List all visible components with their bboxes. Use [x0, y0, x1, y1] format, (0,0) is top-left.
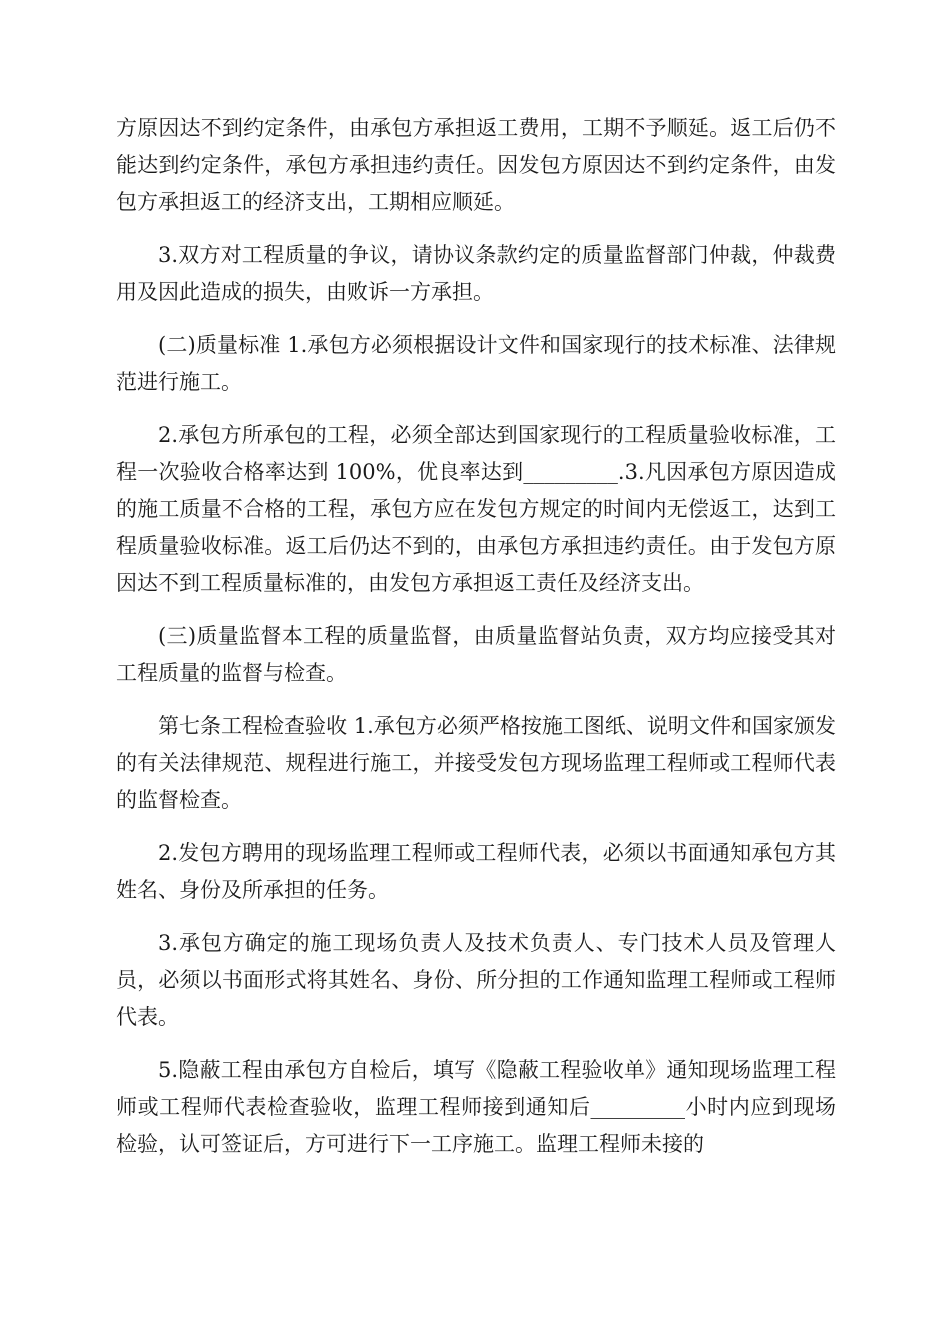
paragraph-article-seven: 第七条工程检查验收 1.承包方必须严格按施工图纸、说明文件和国家颁发的有关法律规范、规程进行施工，并接受发包方现场监理工程师或工程师代表的监督检查。	[116, 714, 836, 812]
paragraph-acceptance-standard: 2.承包方所承包的工程，必须全部达到国家现行的工程质量验收标准，工程一次验收合格率达到 100%，优良率达到_________.3.凡因承包方原因造成的施工质量不合格的工程，承包方应在发包方规定的时间内无偿返工，达到工程质量验收标准。返工后仍达不到的，由承包方承担违约责任。由于发包方原因达不到工程质量标准的，由发包方承担返工责任及经济支出。	[116, 423, 836, 595]
paragraph-quality-standard: (二)质量标准 1.承包方必须根据设计文件和国家现行的技术标准、法律规范进行施工。	[116, 333, 836, 394]
paragraph-site-personnel: 3.承包方确定的施工现场负责人及技术负责人、专门技术人员及管理人员，必须以书面形式将其姓名、身份、所分担的工作通知监理工程师或工程师代表。	[116, 931, 836, 1029]
paragraph-quality-dispute: 3.双方对工程质量的争议，请协议条款约定的质量监督部门仲裁，仲裁费用及因此造成的损失，由败诉一方承担。	[116, 243, 836, 304]
paragraph-concealed-works: 5.隐蔽工程由承包方自检后，填写《隐蔽工程验收单》通知现场监理工程师或工程师代表检查验收，监理工程师接到通知后_________小时内应到现场检验，认可签证后，方可进行下一工序施工。监理工程师未接的	[116, 1058, 836, 1156]
paragraph-continued-return-work: 方原因达不到约定条件，由承包方承担返工费用，工期不予顺延。返工后仍不能达到约定条件，承包方承担违约责任。因发包方原因达不到约定条件，由发包方承担返工的经济支出，工期相应顺延。	[116, 116, 836, 214]
document-body	[116, 110, 836, 1179]
paragraph-supervising-engineer: 2.发包方聘用的现场监理工程师或工程师代表，必须以书面通知承包方其姓名、身份及所承担的任务。	[116, 841, 836, 902]
paragraph-quality-supervision: (三)质量监督本工程的质量监督，由质量监督站负责，双方均应接受其对工程质量的监督与检查。	[116, 624, 836, 685]
